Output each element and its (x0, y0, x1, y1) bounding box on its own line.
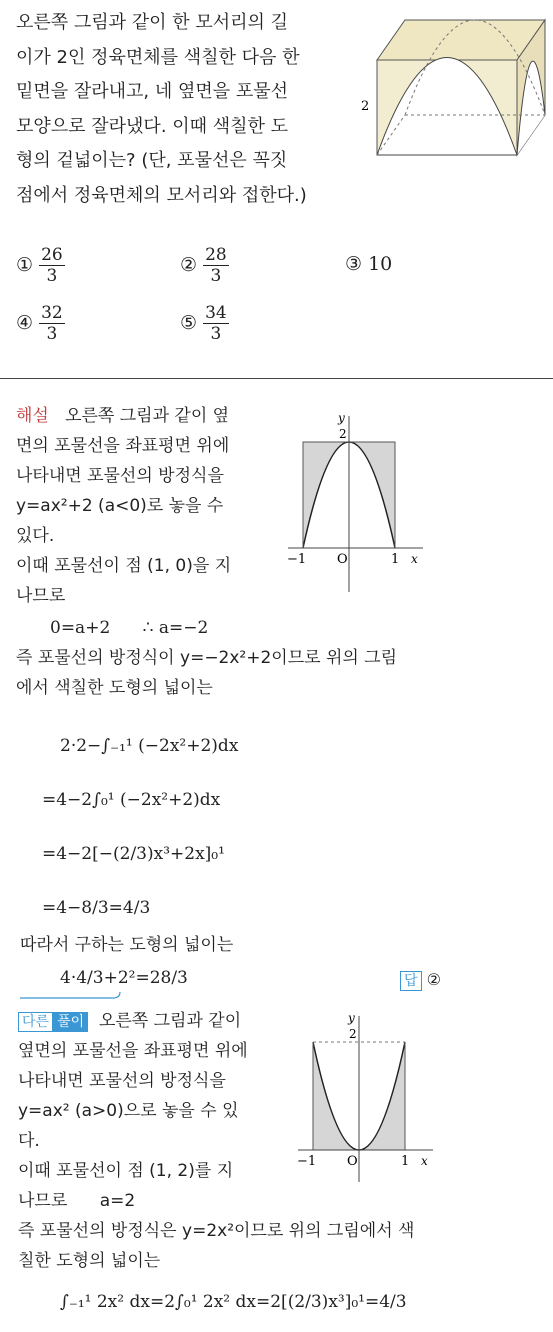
denominator: 3 (46, 324, 58, 344)
answer-label: 답 (400, 971, 422, 991)
choice-2[interactable] (180, 245, 229, 286)
numerator: 34 (205, 303, 227, 323)
alt-line: 즉 포물선의 방정식은 y=2x²이므로 위의 그림에서 색 (18, 1221, 415, 1241)
choice-number: ① (16, 254, 34, 276)
alt-solution-text (18, 1006, 288, 1216)
choice-number: ③ (345, 253, 363, 275)
alt-line: 오른쪽 그림과 같이 (98, 1011, 242, 1031)
left-tick-label: −1 (287, 552, 307, 567)
calc-step-4: =4−8/3=4/3 (42, 898, 151, 918)
problem-line: 밑면을 잘라내고, 네 옆면을 포물선 (16, 81, 289, 102)
alt-line: 다. (18, 1131, 40, 1151)
problem-line: 오른쪽 그림과 같이 한 모서리의 길 (16, 12, 289, 33)
answer-value: ② (426, 970, 441, 989)
left-tick-label: −1 (297, 1154, 317, 1169)
solution-line: 나므로 (16, 586, 66, 606)
choice-1[interactable] (16, 245, 65, 286)
solution-line: y=ax²+2 (a<0)로 놓을 수 (16, 496, 224, 516)
choice-number: ⑤ (180, 312, 198, 334)
solution-text (16, 401, 286, 611)
section-divider (0, 378, 553, 379)
alt-line: 칠한 도형의 넓이는 (18, 1251, 161, 1271)
alt-line-0 (18, 1006, 288, 1036)
alt-badge-2: 풀이 (53, 1012, 88, 1032)
answer (400, 970, 441, 991)
denominator: 3 (46, 266, 58, 286)
problem-line: 모양으로 잘라냈다. 이때 색칠한 도 (16, 115, 289, 137)
calc-step-2: =4−2∫₀¹ (−2x²+2)dx (42, 790, 221, 810)
choice-fraction (39, 303, 65, 344)
choice-number: ④ (16, 312, 34, 334)
graph-downward-parabola (283, 410, 433, 595)
choice-3[interactable] (345, 253, 392, 275)
origin-label: O (347, 1154, 358, 1169)
alt-final-expression: ∫₋₁¹ 2x² dx=2∫₀¹ 2x² dx=2[(2/3)x³]₀¹=4/3 (60, 1292, 407, 1312)
choice-fraction (203, 245, 229, 286)
numerator: 28 (205, 245, 227, 265)
top-value-label: 2 (349, 1027, 357, 1041)
y-axis-label: y (338, 411, 345, 425)
problem-line: 이가 2인 정육면체를 색칠한 다음 한 (16, 46, 300, 68)
choice-fraction (39, 245, 65, 286)
alt-line: 이때 포물선이 점 (1, 2)를 지 (18, 1161, 234, 1181)
solution-line: 있다. (16, 526, 55, 546)
alt-line: y=ax² (a>0)으로 놓을 수 있 (18, 1101, 239, 1121)
denominator: 3 (210, 324, 222, 344)
solution-label: 해설 (16, 406, 49, 426)
alt-badge-1: 다른 (18, 1012, 53, 1032)
solution-line: 오른쪽 그림과 같이 옆 (65, 406, 230, 426)
calc-step-1: 2·2−∫₋₁¹ (−2x²+2)dx (60, 736, 239, 756)
problem-line: 점에서 정육면체의 모서리와 접한다.) (16, 184, 307, 206)
problem-line: 형의 겉넓이는? (단, 포물선은 꼭짓 (16, 150, 288, 171)
origin-label: O (337, 552, 348, 567)
solution-line: 즉 포물선의 방정식이 y=−2x²+2이므로 위의 그림 (16, 648, 398, 668)
numerator: 32 (41, 303, 63, 323)
x-axis-label: x (411, 552, 418, 566)
cube-edge-label: 2 (361, 99, 370, 114)
choice-number: ② (180, 254, 198, 276)
right-tick-label: 1 (391, 552, 400, 567)
cube-figure (355, 15, 550, 165)
denominator: 3 (210, 266, 222, 286)
graph-upward-parabola (293, 1010, 443, 1185)
solution-line: 나타내면 포물선의 방정식을 (16, 466, 224, 486)
solution-line: 이때 포물선이 점 (1, 0)을 지 (16, 556, 232, 576)
bracket-mark (18, 988, 138, 1002)
right-tick-label: 1 (401, 1154, 410, 1169)
final-expression: 4·4/3+2²=28/3 (60, 968, 188, 988)
alt-line: 나타내면 포물선의 방정식을 (18, 1071, 226, 1091)
choice-fraction (203, 303, 229, 344)
solution-line: 면의 포물선을 좌표평면 위에 (16, 436, 230, 456)
calc-step-3: =4−2[−(2/3)x³+2x]₀¹ (42, 844, 225, 864)
conclusion-line: 따라서 구하는 도형의 넓이는 (20, 935, 234, 955)
choice-5[interactable] (180, 303, 229, 344)
choice-4[interactable] (16, 303, 65, 344)
top-value-label: 2 (339, 427, 347, 441)
numerator: 26 (41, 245, 63, 265)
alt-line: 나므로 a=2 (18, 1191, 136, 1211)
solution-line-0 (16, 401, 286, 431)
equation-a: 0=a+2 ∴ a=−2 (50, 618, 209, 638)
alt-line: 옆면의 포물선을 좌표평면 위에 (18, 1041, 248, 1061)
x-axis-label: x (421, 1154, 428, 1168)
choice-value: 10 (368, 253, 393, 275)
solution-line: 에서 색칠한 도형의 넓이는 (16, 678, 213, 698)
y-axis-label: y (348, 1011, 355, 1025)
problem-text (16, 6, 356, 213)
